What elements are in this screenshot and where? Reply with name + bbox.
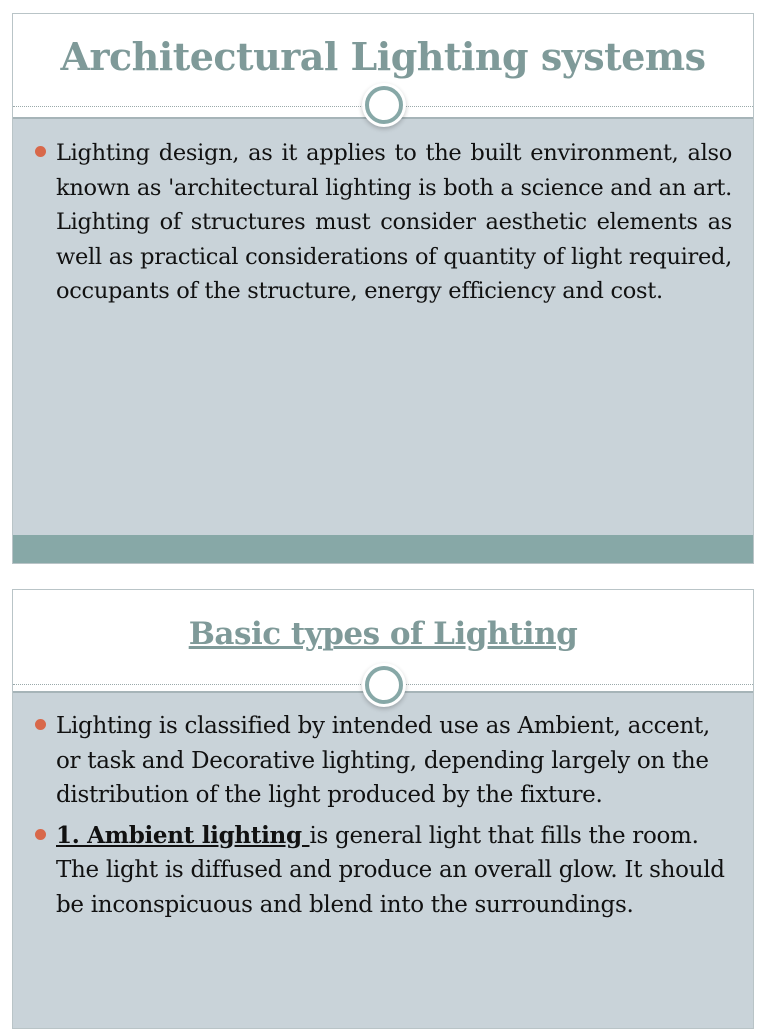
slide-title: Architectural Lighting systems (60, 34, 706, 79)
bullet-item (56, 709, 726, 813)
footer-accent-bar (13, 535, 753, 563)
ring-icon (365, 666, 403, 704)
slide-basic-types-of-lighting (12, 589, 754, 1029)
bullet-item (56, 819, 726, 923)
bullet-list (56, 709, 726, 928)
bullet-list (56, 136, 732, 309)
bullet-dot-icon (35, 146, 46, 157)
slide-title: Basic types of Lighting (188, 616, 578, 652)
slide-body (13, 691, 753, 1028)
bullet-text: is general light that fills the room. The light is diffused and produce an overall glow. It should be inconspicuous and blend into the surroundings. (56, 822, 725, 918)
bullet-lead-term: 1. Ambient lighting (56, 821, 310, 849)
bullet-text: Lighting design, as it applies to the built environment, also known as 'architectural lighting is both a science and an art. Lighting of structures must consider aesthetic elements as well as practical considerations of quantity of light required, occupants of the structure, energy efficiency and cost. (56, 140, 732, 304)
bullet-dot-icon (35, 719, 46, 730)
bullet-item (56, 136, 732, 309)
bullet-dot-icon (35, 829, 46, 840)
ring-icon (365, 86, 403, 124)
bullet-text: Lighting is classified by intended use as Ambient, accent, or task and Decorative lighting, depending largely on the distribution of the light produced by the fixture. (56, 713, 710, 808)
slide-architectural-lighting (12, 13, 754, 564)
slide-body (13, 117, 753, 535)
